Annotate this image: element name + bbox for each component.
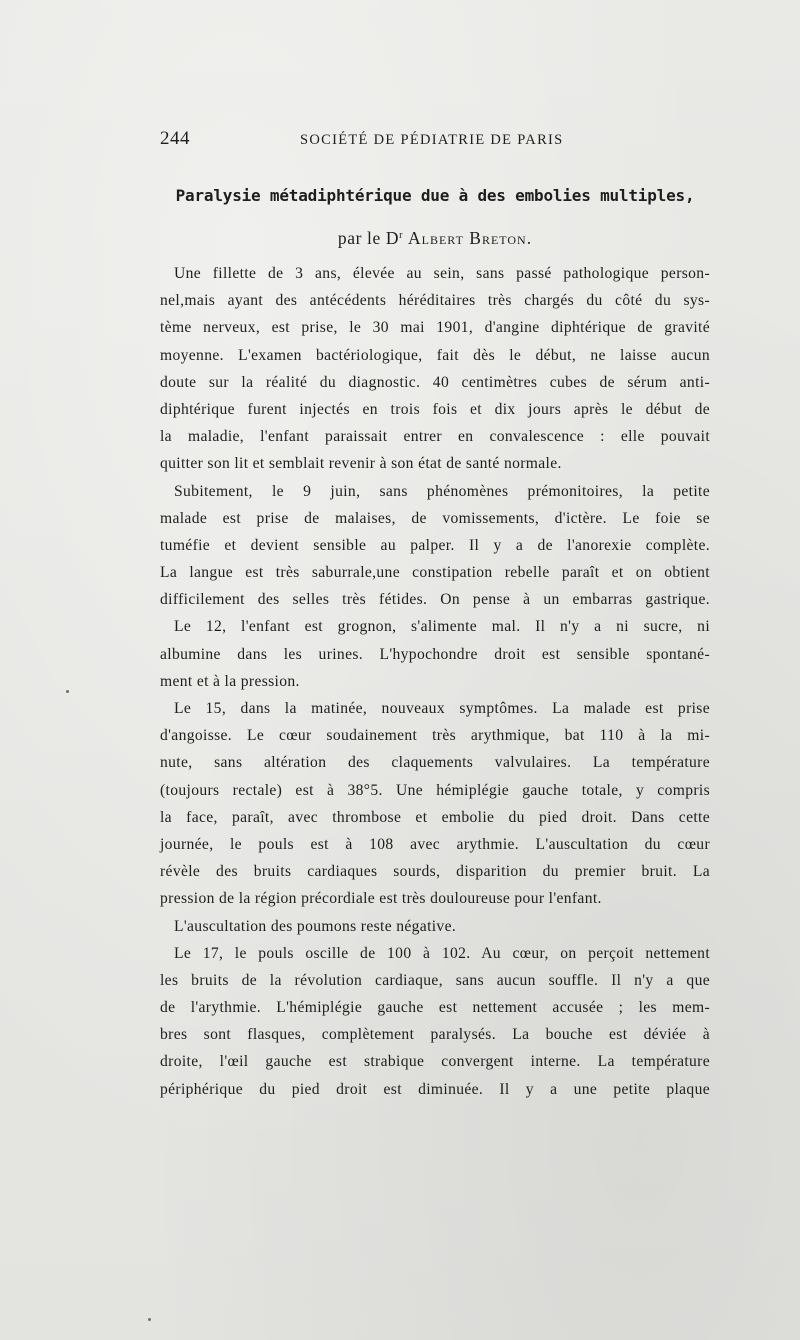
body-line: périphérique du pied droit est diminuée. Il y a une petite plaque <box>160 1080 710 1098</box>
body-line: bres sont flasques, complètement paralysés. La bouche est déviée à <box>160 1026 710 1044</box>
body-line: la maladie, l'enfant paraissait entrer en convalescence : elle pouvait <box>160 428 710 446</box>
body-line: malade est prise de malaises, de vomissements, d'ictère. Le foie se <box>160 509 710 527</box>
paper-speck <box>66 690 69 693</box>
body-line: quitter son lit et semblait revenir à son état de santé normale. <box>160 455 562 473</box>
body-line: L'auscultation des poumons reste négative. <box>174 917 457 935</box>
body-line: révèle des bruits cardiaques sourds, disparition du premier bruit. La <box>160 863 710 881</box>
body-line: difficilement des selles très fétides. On pense à un embarras gastrique. <box>160 591 710 609</box>
paper-speck <box>148 1318 151 1321</box>
body-line: albumine dans les urines. L'hypochondre droit est sensible spontané- <box>160 645 710 663</box>
body-line: doute sur la réalité du diagnostic. 40 centimètres cubes de sérum anti- <box>160 373 710 391</box>
article-title: Paralysie métadiphtérique due à des embolies multiples, <box>175 186 695 205</box>
journal-title: SOCIÉTÉ DE PÉDIATRIE DE PARIS <box>300 132 564 148</box>
byline-prefix: par le D <box>337 228 400 248</box>
body-line: d'angoisse. Le cœur soudainement très arythmique, bat 110 à la mi- <box>160 727 710 745</box>
body-line: la face, paraît, avec thrombose et embolie du pied droit. Dans cette <box>160 808 710 826</box>
body-line: Le 12, l'enfant est grognon, s'alimente mal. Il n'y a ni sucre, ni <box>174 618 710 636</box>
byline-superscript: r <box>399 230 403 241</box>
author-name: Albert Breton. <box>407 228 533 248</box>
body-line: (toujours rectale) est à 38°5. Une hémiplégie gauche totale, y compris <box>160 781 710 799</box>
body-line: de l'arythmie. L'hémiplégie gauche est nettement accusée ; les mem- <box>160 999 710 1017</box>
body-line: Le 17, le pouls oscille de 100 à 102. Au cœur, on perçoit nettement <box>174 944 710 962</box>
body-line: journée, le pouls est à 108 avec arythmie. L'auscultation du cœur <box>160 835 710 853</box>
article-byline <box>160 228 710 249</box>
body-line: moyenne. L'examen bactériologique, fait dès le début, ne laisse aucun <box>160 346 710 364</box>
article-body <box>160 260 710 1103</box>
body-line: diphtérique furent injectés en trois fois et dix jours après le début de <box>160 400 710 418</box>
body-line: Une fillette de 3 ans, élevée au sein, sans passé pathologique person- <box>174 265 710 282</box>
body-line: La langue est très saburrale,une constipation rebelle paraît et on obtient <box>160 564 710 582</box>
body-line: pression de la région précordiale est très douloureuse pour l'enfant. <box>160 890 602 908</box>
body-line: tuméfie et devient sensible au palper. Il y a de l'anorexie complète. <box>160 536 710 554</box>
body-line: Le 15, dans la matinée, nouveaux symptômes. La malade est prise <box>174 700 710 717</box>
body-line: Subitement, le 9 juin, sans phénomènes prémonitoires, la petite <box>174 482 710 500</box>
page-number: 244 <box>160 128 190 149</box>
body-line: nute, sans altération des claquements valvulaires. La température <box>160 754 710 772</box>
body-line: ment et à la pression. <box>160 672 300 690</box>
body-line: tème nerveux, est prise, le 30 mai 1901, d'angine diphtérique de gravité <box>160 319 710 337</box>
body-line: droite, l'œil gauche est strabique convergent interne. La température <box>160 1053 710 1071</box>
body-line: nel,mais ayant des antécédents héréditaires très chargés du côté du sys- <box>160 292 710 310</box>
body-line: les bruits de la révolution cardiaque, sans aucun souffle. Il n'y a que <box>160 971 710 989</box>
running-head <box>160 128 710 158</box>
